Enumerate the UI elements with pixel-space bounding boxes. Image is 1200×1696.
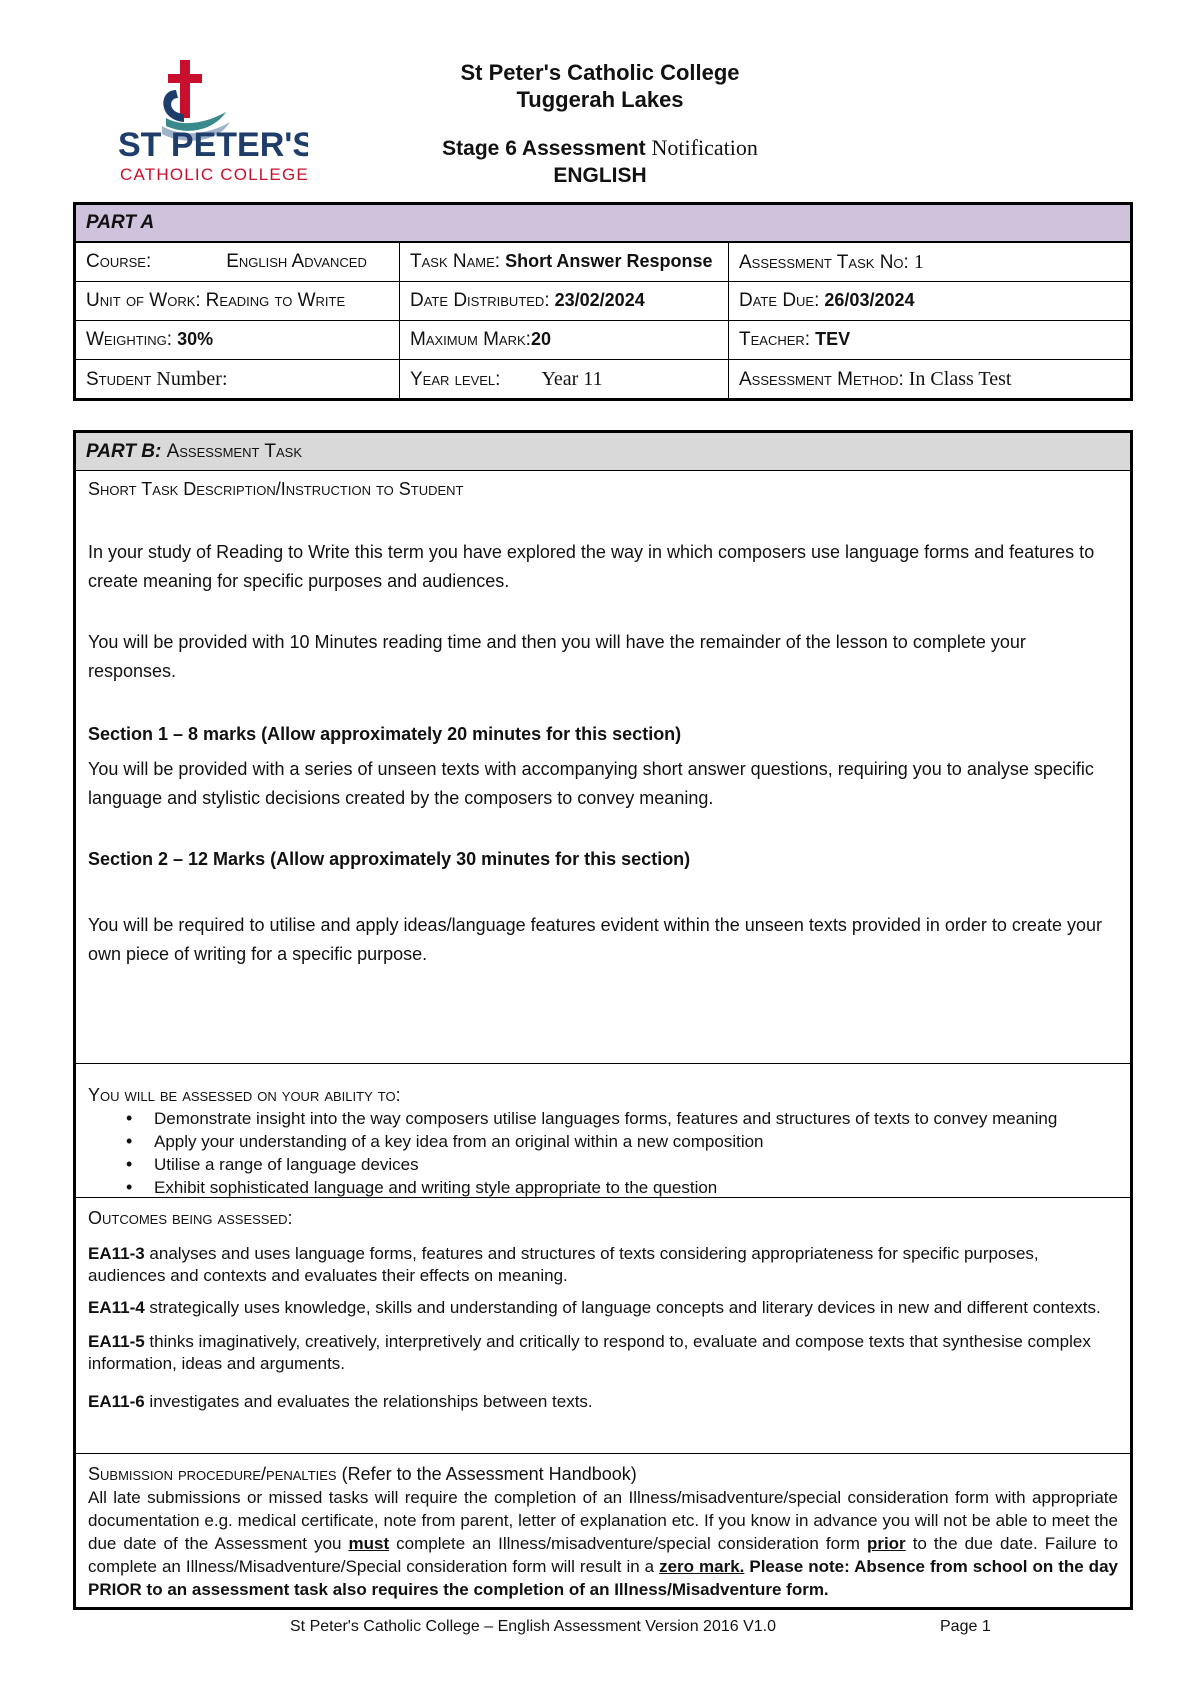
weighting-label: Weighting: (86, 329, 173, 350)
outcome-text: strategically uses knowledge, skills and understanding of language concepts and literary devices in new and different contexts. (144, 1298, 1101, 1317)
max-mark-value: 20 (530, 329, 551, 349)
list-item: • Utilise a range of language devices (154, 1153, 1134, 1176)
submission-zero-mark: zero mark. (659, 1557, 745, 1576)
part-b-header (76, 433, 1130, 471)
year-value: Year 11 (541, 367, 603, 390)
method-cell (729, 360, 1132, 400)
outcome-code: EA11-3 (88, 1244, 145, 1263)
svg-text:ST PETER'S: ST PETER'S (118, 126, 308, 164)
submission-heading: Submission procedure/penalties (88, 1464, 337, 1484)
outcome-item (88, 1391, 1118, 1413)
submission-text-3: to the due date. Failure to complete an Illness/Misadventure/Special consideration form will result in a (88, 1534, 1118, 1576)
teacher-cell (729, 321, 1132, 360)
outcome-code: EA11-5 (88, 1332, 145, 1351)
distributed-value: 23/02/2024 (554, 290, 645, 310)
submission-text-1: All late submissions or missed tasks will require the completion of an Illness/misadventure/special consideration form with appropriate documentation e.g. medical certificate, note from parent, letter of explanation etc. If you know in advance you will not be able to meet the due date of the Assessment you (88, 1488, 1118, 1553)
task-name-value: Short Answer Response (505, 251, 713, 271)
teacher-value: TEV (815, 329, 851, 349)
outcome-item (88, 1297, 1118, 1319)
submission-prior: prior (866, 1534, 906, 1553)
list-item: • Apply your understanding of a key idea from an original within a new composition (154, 1130, 1134, 1153)
distributed-label: Date Distributed: (410, 290, 550, 311)
intro-paragraph: In your study of Reading to Write this term you have explored the way in which composers use language forms and features to create meaning for specific purposes and audiences. (88, 542, 1095, 591)
college-logo (118, 60, 308, 190)
college-crest-icon (118, 60, 308, 190)
divider (76, 1197, 1130, 1198)
year-cell (400, 360, 729, 400)
divider (76, 1453, 1130, 1454)
section-2-heading: Section 2 – 12 Marks (Allow approximately 30 minutes for this section) (88, 849, 691, 869)
notification-title (380, 135, 820, 161)
svg-text:CATHOLIC COLLEGE: CATHOLIC COLLEGE (120, 165, 308, 184)
part-b-section (73, 430, 1133, 1610)
notification-bold: Stage 6 Assessment (442, 137, 646, 160)
part-b-title-rest: Assessment Task (166, 441, 302, 462)
part-a-title: PART A (75, 204, 1132, 243)
course-cell (75, 242, 400, 282)
max-mark-label: Maximum Mark: (410, 329, 531, 350)
ability-list (126, 1107, 1134, 1199)
reading-time-paragraph: You will be provided with 10 Minutes reading time and then you will have the remainder of the lesson to complete your responses. (88, 632, 1026, 681)
unit-label: Unit of Work: (86, 290, 201, 311)
weighting-cell (75, 321, 400, 360)
unit-cell (75, 282, 400, 321)
student-label: Student (86, 368, 152, 390)
student-cell (75, 360, 400, 400)
outcomes-heading: Outcomes being assessed: (88, 1208, 293, 1228)
ability-heading: You will be assessed on your ability to: (88, 1085, 401, 1105)
due-cell (729, 282, 1132, 321)
outcome-code: EA11-6 (88, 1392, 145, 1411)
weighting-value: 30% (177, 329, 214, 349)
submission-absence-note: Please note: Absence from school on the day PRIOR to an assessment task also requires the completion of an Illness/Misadventure form. (88, 1557, 1118, 1599)
due-value: 26/03/2024 (824, 290, 915, 310)
outcome-code: EA11-4 (88, 1298, 145, 1317)
divider (76, 1063, 1130, 1064)
outcome-text: thinks imaginatively, creatively, interpretively and critically to respond to, evaluate and compose texts that synthesise complex information, ideas and arguments. (88, 1332, 1091, 1373)
submission-heading-line (88, 1463, 1118, 1486)
outcome-text: analyses and uses language forms, features and structures of texts considering appropriateness for specific purposes, audiences and contexts and evaluates their effects on meaning. (88, 1244, 1039, 1285)
course-value: English Advanced (226, 251, 367, 272)
method-value: In Class Test (908, 367, 1012, 390)
task-name-cell (400, 242, 729, 282)
footer-left: St Peter's Catholic College – English Assessment Version 2016 V1.0 (290, 1618, 776, 1635)
outcome-item (88, 1331, 1118, 1375)
due-label: Date Due: (739, 290, 820, 311)
section-2-text: You will be required to utilise and apply ideas/language features evident within the unseen texts provided in order to create your own piece of writing for a specific purpose. (88, 915, 1102, 964)
task-no-value: 1 (913, 250, 924, 273)
year-label: Year level: (410, 368, 501, 390)
part-b-title: PART B: (86, 441, 162, 462)
outcome-text: investigates and evaluates the relationships between texts. (144, 1392, 593, 1411)
list-item: • Demonstrate insight into the way composers utilise languages forms, features and structures of texts to convey meaning (154, 1107, 1134, 1130)
submission-text-2: complete an Illness/misadventure/special consideration form (389, 1534, 867, 1553)
method-label: Assessment Method: (739, 368, 904, 390)
college-name: St Peter's Catholic College (460, 60, 740, 85)
part-a-table (73, 202, 1133, 401)
list-item: • Exhibit sophisticated language and writing style appropriate to the question (154, 1176, 1134, 1199)
subject-title: ENGLISH (553, 164, 647, 187)
submission-reference: (Refer to the Assessment Handbook) (336, 1464, 637, 1484)
submission-text (88, 1486, 1118, 1601)
notification-light: Notification (651, 135, 758, 160)
unit-value: Reading to Write (205, 290, 346, 311)
max-mark-cell (400, 321, 729, 360)
task-name-label: Task Name: (410, 251, 501, 272)
task-description-heading: Short Task Description/Instruction to Student (88, 479, 464, 499)
teacher-label: Teacher: (739, 329, 811, 350)
section-1-heading: Section 1 – 8 marks (Allow approximately 20 minutes for this section) (88, 724, 682, 744)
outcome-item (88, 1243, 1118, 1287)
submission-must: must (348, 1534, 390, 1553)
footer-page-number: Page 1 (940, 1618, 991, 1635)
task-no-cell (729, 242, 1132, 282)
course-label: Course: (86, 251, 152, 272)
student-value: Number: (156, 367, 228, 390)
college-location: Tuggerah Lakes (516, 87, 684, 112)
section-1-text: You will be provided with a series of unseen texts with accompanying short answer questions, requiring you to analyse specific language and stylistic decisions created by the composers to convey meaning. (88, 759, 1094, 808)
task-no-label: Assessment Task No: (739, 251, 909, 273)
distributed-cell (400, 282, 729, 321)
